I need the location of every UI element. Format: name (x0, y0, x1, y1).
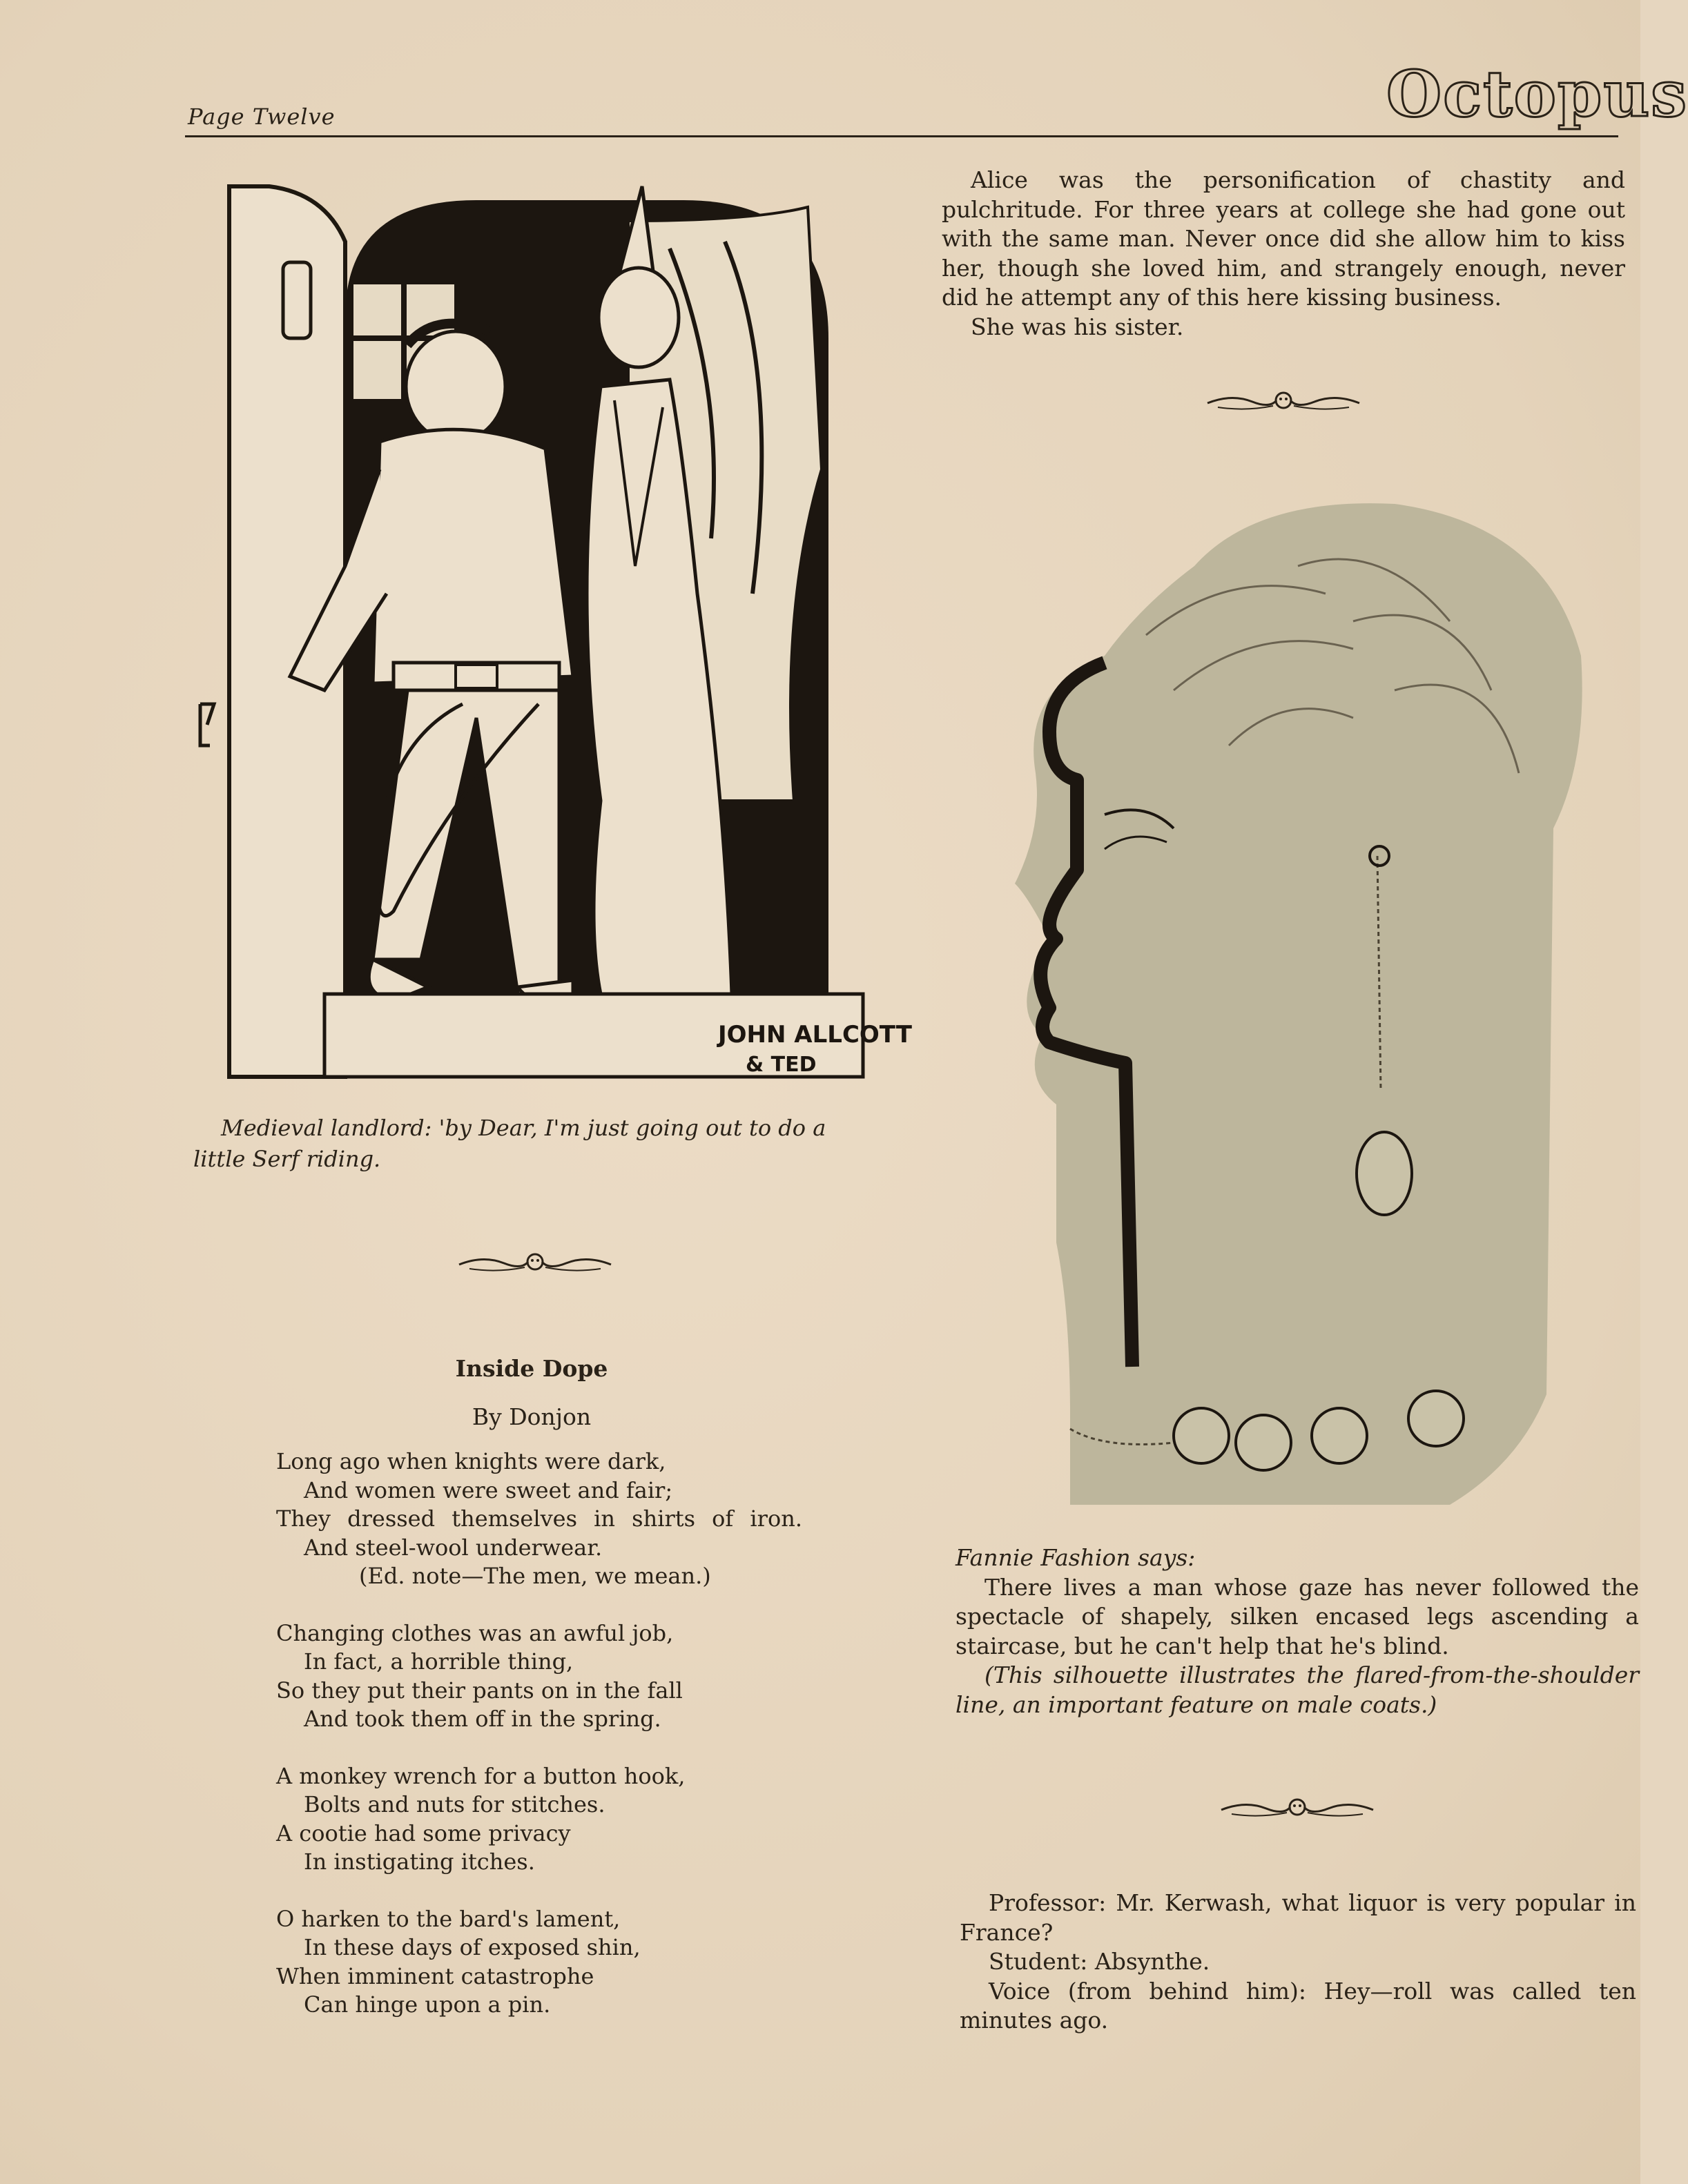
poem-byline: By Donjon (472, 1403, 592, 1430)
page-number-label: Page Twelve (188, 104, 336, 130)
alice-paragraph-2: She was his sister. (971, 313, 1184, 340)
poem-line: A cootie had some privacy (276, 1820, 571, 1846)
professor-line: Professor: Mr. Kerwash, what liquor is very popular in France? (960, 1889, 1636, 1946)
poem-line: So they put their pants on in the fall (276, 1677, 683, 1704)
poem-stanza (276, 1619, 828, 1734)
ornament-divider-icon (1218, 1795, 1377, 1822)
poem-line: In these days of exposed shin, (304, 1934, 641, 1960)
fashion-paragraph-1: There lives a man whose gaze has never followed the spectacle of shapely, silken encased legs ascending a staircase, but he can't help that he's blind. (955, 1573, 1639, 1659)
poem-line: And steel-wool underwear. (304, 1534, 603, 1561)
poem-line: When imminent catastrophe (276, 1962, 594, 1989)
voice-line: Voice (from behind him): Hey—roll was called ten minutes ago. (960, 1977, 1636, 2034)
poem-stanza (276, 1762, 828, 1877)
poem-line: Can hinge upon a pin. (304, 1991, 551, 2018)
alice-joke (942, 166, 1625, 342)
student-line: Student: Absynthe. (989, 1948, 1210, 1975)
poem-line: In instigating itches. (304, 1849, 535, 1875)
alice-paragraph-1: Alice was the personification of chastity and pulchritude. For three years at college she had gone out with the same man. Never once did she allow him to kiss her, though she loved him, and strangely enough, never did he attempt any of this here kissing business. (942, 166, 1625, 311)
artist-signature-1: JOHN ALLCOTT (718, 1021, 912, 1049)
poem-line: In fact, a horrible thing, (304, 1648, 574, 1675)
fashion-silhouette-illustration (967, 483, 1616, 1519)
poem-line: Changing clothes was an awful job, (276, 1619, 674, 1646)
poem-stanza (276, 1905, 828, 2020)
poem-line: Bolts and nuts for stitches. (304, 1791, 605, 1817)
ornament-divider-icon (456, 1249, 614, 1277)
artist-signature-2: & TED (746, 1053, 817, 1077)
header-rule (185, 135, 1618, 137)
poem-line: And took them off in the spring. (304, 1706, 661, 1732)
poem-line: O harken to the bard's lament, (276, 1905, 621, 1932)
poem-stanza (276, 1447, 828, 1591)
medieval-cartoon-illustration (186, 179, 912, 1104)
cartoon-caption: Medieval landlord: 'by Dear, I'm just going out to do a little Serf riding. (193, 1115, 826, 1172)
poem-line: Long ago when knights were dark, (276, 1448, 666, 1474)
fashion-section (955, 1543, 1639, 1719)
poem-line: And women were sweet and fair; (304, 1476, 673, 1503)
ornament-divider-icon (1204, 388, 1363, 416)
poem-line: A monkey wrench for a button hook, (276, 1762, 686, 1789)
fashion-heading: Fannie Fashion says: (955, 1544, 1196, 1571)
professor-joke (960, 1889, 1636, 2036)
poem-body (276, 1447, 828, 2048)
poem-line: They dressed themselves in shirts of iron. (276, 1505, 802, 1532)
poem-title: Inside Dope (455, 1355, 608, 1382)
poem-line: (Ed. note—The men, we mean.) (359, 1563, 711, 1589)
masthead-title: Octopus (1386, 57, 1688, 131)
fashion-paragraph-2: (This silhouette illustrates the flared-from-the-shoulder line, an important feature on male coats.) (955, 1661, 1639, 1718)
